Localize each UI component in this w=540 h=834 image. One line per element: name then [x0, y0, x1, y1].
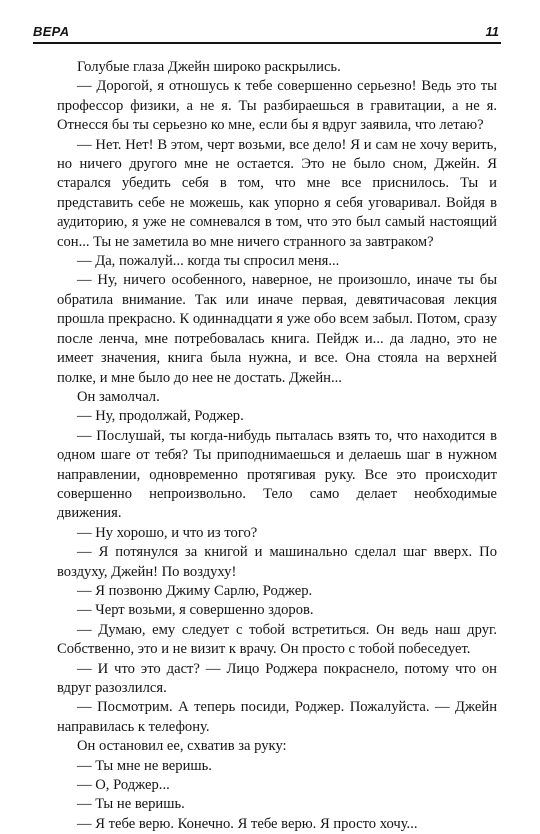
running-head: ВЕРА [33, 24, 70, 39]
paragraph: Он замолчал. [77, 388, 160, 405]
paragraph: — Я позвоню Джиму Сарлю, Роджер. [77, 582, 313, 599]
paragraph: — Я потянулся за книгой и машинально сделал шаг вверх. По воздуху, Джейн! По воздуху! [57, 544, 497, 580]
paragraph: — Послушай, ты когда-нибудь пыталась взять то, что находится в одном шаге от тебя? Ты приподнимаешься и делаешь шаг в нужном направлении, одновременно протягивая руку. Все это происходит совершенно непроизвольно. Тело само делает необходимые движения. [57, 427, 497, 522]
body-text [57, 58, 497, 834]
paragraph: — Ну, продолжай, Роджер. [77, 408, 244, 425]
page-header [33, 16, 501, 44]
paragraph: — Посмотрим. А теперь посиди, Роджер. Пожалуйста. — Джейн направилась к телефону. [57, 699, 497, 735]
paragraph: — Ты мне не веришь. [77, 757, 212, 774]
paragraph: — Нет. Нет! В этом, черт возьми, все дело! Я и сам не хочу верить, но ничего другого мне не остается. Это не было сном, Джейн. Я старался убедить себя в том, что мне все приснилось. Ты и представить себе не можешь, как упорно я себя уговаривал. Войдя в аудиторию, я уже не сомневался в том, что это был самый настоящий сон... Ты не заметила во мне ничего странного за завтраком? [57, 136, 497, 250]
paragraph: Голубые глаза Джейн широко раскрылись. [77, 59, 341, 75]
paragraph: — Я тебе верю. Конечно. Я тебе верю. Я просто хочу... [77, 815, 418, 832]
page-number: 11 [485, 24, 499, 39]
paragraph: Он остановил ее, схватив за руку: [77, 738, 287, 755]
paragraph: — Черт возьми, я совершенно здоров. [77, 602, 314, 619]
paragraph: — Думаю, ему следует с тобой встретиться. Он ведь наш друг. Собственно, это и не визит к врачу. Он просто с тобой побеседует. [57, 621, 497, 658]
paragraph: — Ну хорошо, и что из того? [77, 524, 258, 541]
paragraph: — Да, пожалуй... когда ты спросил меня... [77, 253, 340, 270]
paragraph: — О, Роджер... [77, 777, 170, 794]
paragraph: — И что это даст? — Лицо Роджера покраснело, потому что он вдруг разозлился. [57, 660, 497, 696]
paragraph: — Ну, ничего особенного, наверное, не произошло, иначе ты бы обратила внимание. Так или иначе первая, девятичасовая лекция прошла прекрасно. К одиннадцати я уже обо всем забыл. Потом, сразу после ленча, мне потребовалась книга. Пейдж и... да ладно, это не имеет значения, книга была нужна, и все. Она стояла на верхней полке, и мне было до нее не достать. Джейн... [57, 272, 497, 386]
paragraph: — Дорогой, я отношусь к тебе совершенно серьезно! Ведь это ты профессор физики, а не я. Ты разбираешься в гравитации, а не я. Отнесся бы ты серьезно ко мне, если бы я вдруг заявила, что летаю? [57, 78, 497, 134]
paragraph: — Ты не веришь. [77, 796, 185, 813]
